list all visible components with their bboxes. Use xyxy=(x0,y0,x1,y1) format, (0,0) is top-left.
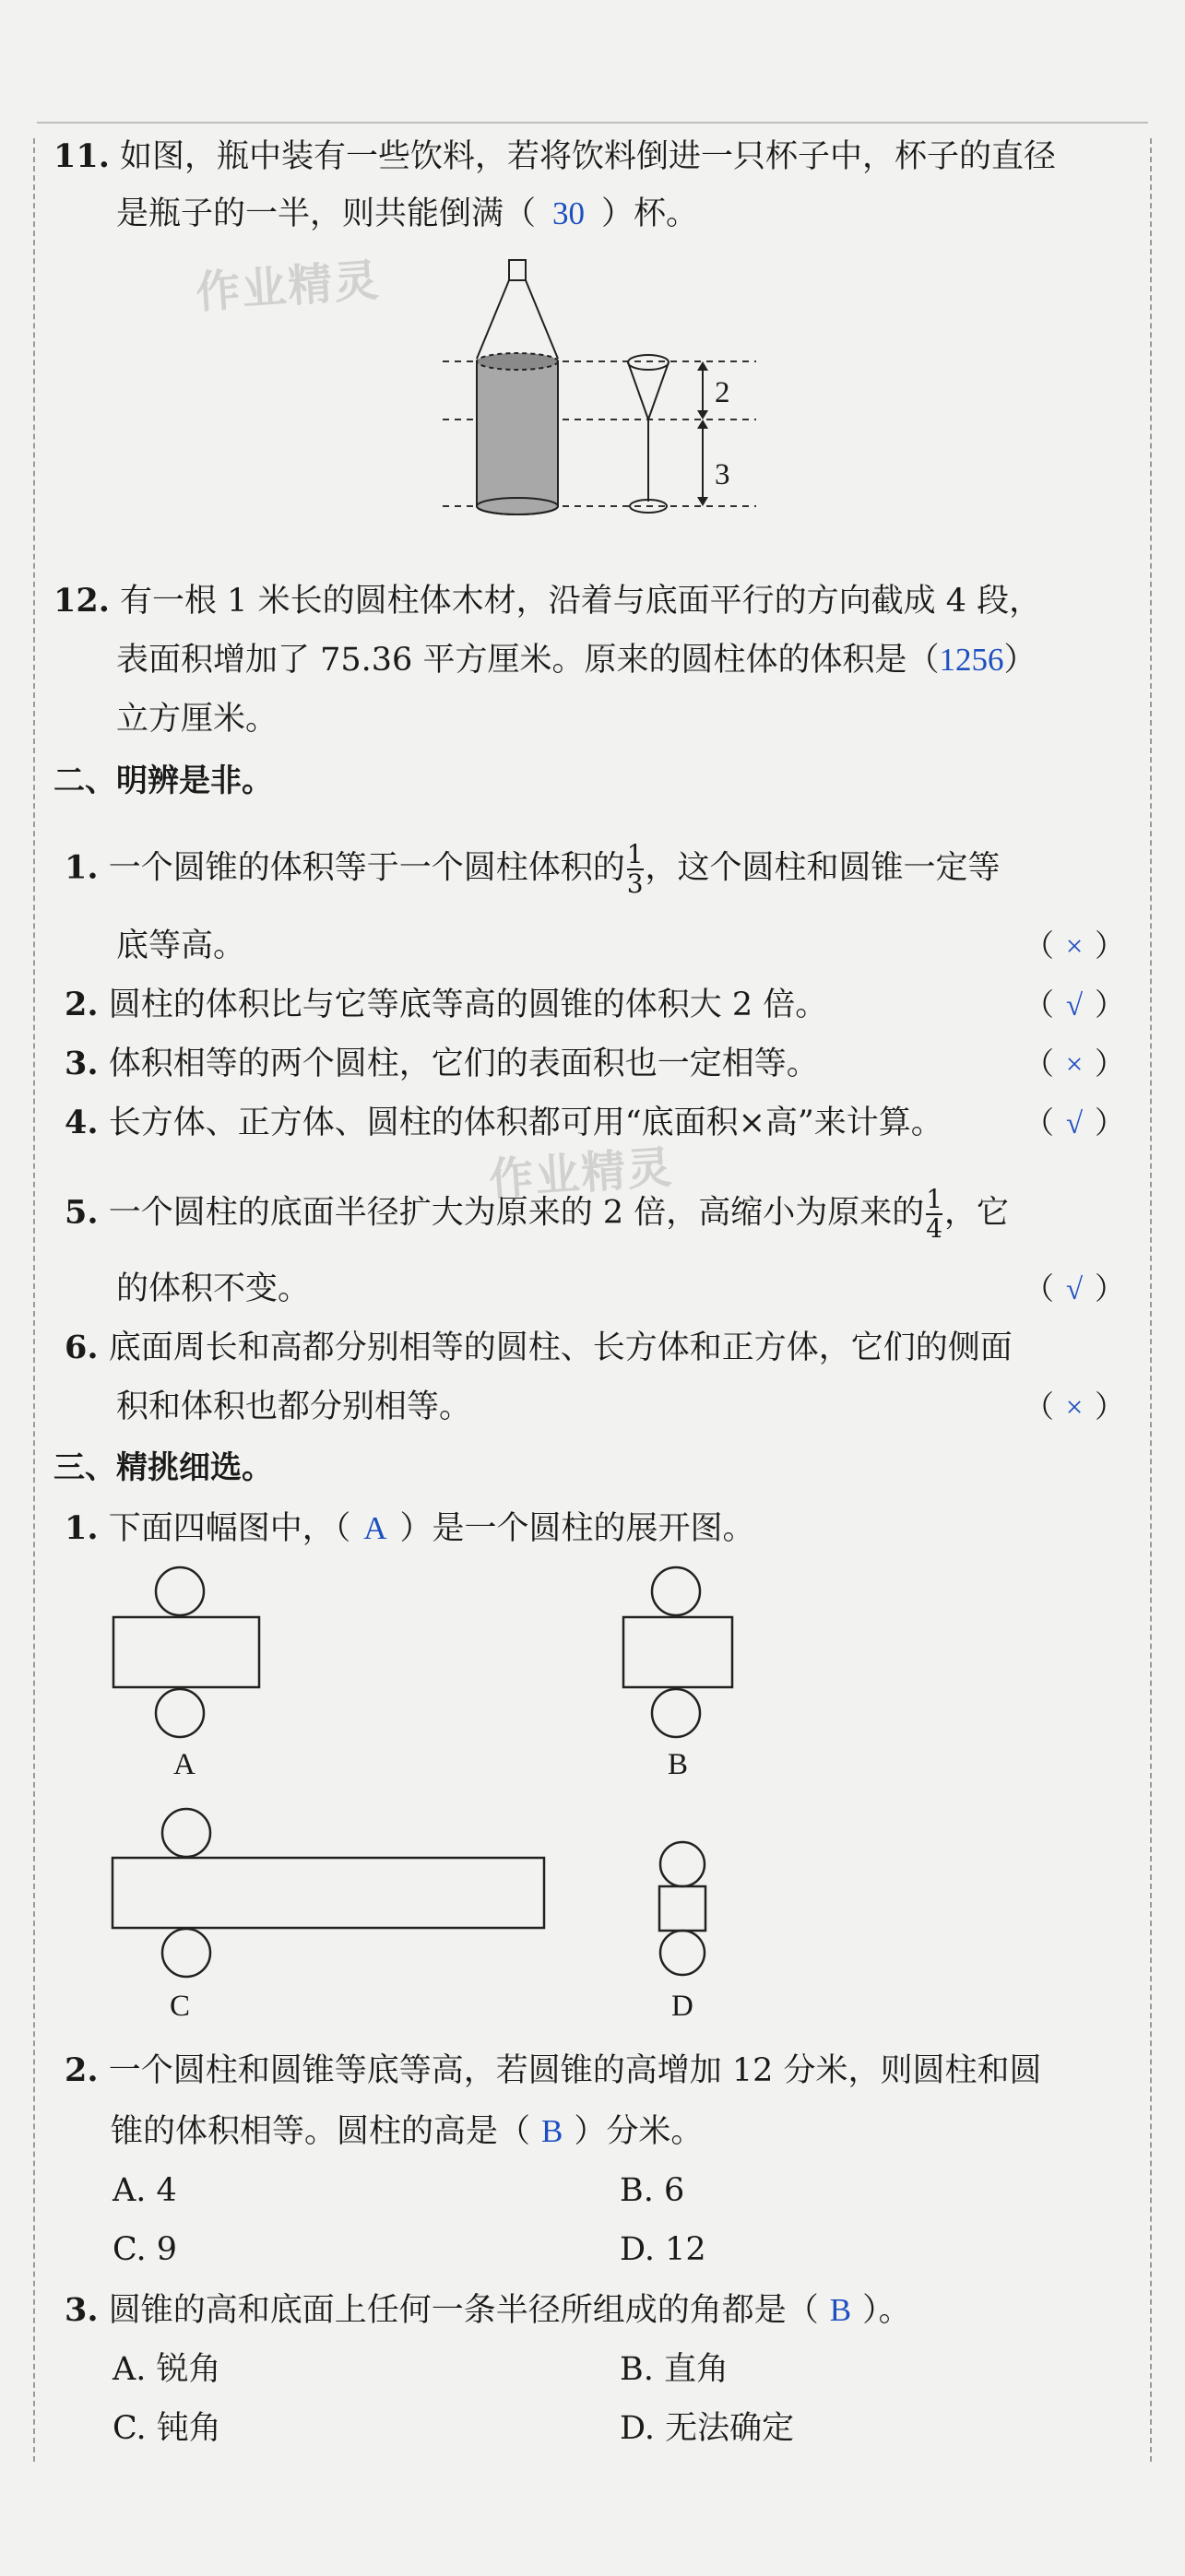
q12-line1: 12. 有一根 1 米长的圆柱体木材，沿着与底面平行的方向截成 4 段， xyxy=(53,582,1042,620)
s3-q3-option-b: B. 直角 xyxy=(620,2351,729,2388)
s2-item6-line2: 积和体积也都分别相等。 xyxy=(116,1388,472,1425)
fraction-one-quarter: $\frac{1}{4}$ xyxy=(926,1184,943,1244)
net-d xyxy=(659,1842,705,1975)
left-margin-rule xyxy=(33,138,35,2462)
net-a xyxy=(113,1567,259,1737)
s2-item5-line2: 的体积不变。 xyxy=(116,1270,311,1307)
q12-number: 12. xyxy=(53,582,110,620)
s3-q3-option-c: C. 钝角 xyxy=(113,2410,221,2447)
s3-q2-answer: B xyxy=(541,2113,563,2149)
s2-item3-mark: （ × ） xyxy=(1024,1044,1125,1085)
s3-q2-option-c: C. 9 xyxy=(113,2231,178,2268)
watermark-1: 作业精灵 xyxy=(194,254,383,319)
q11-line1 xyxy=(53,136,1056,177)
q11-answer: 30 xyxy=(552,195,586,231)
s2-item4-mark: （ √ ） xyxy=(1024,1103,1125,1144)
s3-q2-line2: 锥的体积相等。圆柱的高是（ B ）分米。 xyxy=(111,2113,704,2150)
s2-item1-line2: 底等高。 xyxy=(116,928,246,964)
s3-q3-line: 3. 圆锥的高和底面上任何一条半径所组成的角都是（ B ）。 xyxy=(65,2291,911,2329)
dim-label-bottom: 3 xyxy=(715,458,730,491)
s2-item3-answer: × xyxy=(1065,1048,1084,1081)
s2-item4-answer: √ xyxy=(1065,1107,1084,1140)
s2-item4: 4. 长方体、正方体、圆柱的体积都可用“底面积×高”来计算。 xyxy=(65,1104,943,1141)
s2-item5-mark: （ √ ） xyxy=(1024,1269,1125,1310)
s2-item6-answer: × xyxy=(1065,1391,1084,1424)
section2-title: 二、明辨是非。 xyxy=(53,762,273,799)
net-label-d: D xyxy=(671,1990,693,2023)
s2-item1-mark: （ × ） xyxy=(1024,926,1125,967)
s3-q3-option-d: D. 无法确定 xyxy=(620,2410,795,2447)
s2-item1-answer: × xyxy=(1065,930,1084,963)
net-label-c: C xyxy=(170,1990,191,2023)
top-rule xyxy=(37,122,1148,124)
cylinder-nets-figure xyxy=(0,1558,1185,2056)
s3-q1-line: 1. 下面四幅图中，（ A ）是一个圆柱的展开图。 xyxy=(65,1509,755,1547)
q12-line3: 立方厘米。 xyxy=(116,701,278,738)
s2-item6-line1: 6. 底面周长和高都分别相等的圆柱、长方体和正方体，它们的侧面 xyxy=(65,1329,1013,1366)
s3-q2-option-a: A. 4 xyxy=(113,2172,177,2209)
s3-q2-line1: 2. 一个圆柱和圆锥等底等高，若圆锥的高增加 12 分米，则圆柱和圆 xyxy=(65,2051,1042,2089)
q12-answer: 1256 xyxy=(939,642,1004,678)
net-label-a: A xyxy=(173,1748,196,1781)
q11-line2: 是瓶子的一半，则共能倒满（ 30 ）杯。 xyxy=(116,195,699,232)
section3-title: 三、精挑细选。 xyxy=(53,1449,273,1486)
q12-line2: 表面积增加了 75.36 平方厘米。原来的圆柱体的体积是（1256） xyxy=(116,642,1037,679)
s2-item6-mark: （ × ） xyxy=(1024,1387,1125,1428)
watermark-2: 作业精灵 xyxy=(487,1141,676,1206)
s2-item2-answer: √ xyxy=(1065,989,1084,1022)
fraction-one-third: $\frac{1}{3}$ xyxy=(626,839,644,899)
q11-number: 11. xyxy=(53,137,110,175)
net-b xyxy=(623,1567,732,1737)
net-c xyxy=(113,1809,544,1977)
s2-item2: 2. 圆柱的体积比与它等底等高的圆锥的体积大 2 倍。 xyxy=(65,986,828,1023)
net-label-b: B xyxy=(668,1748,689,1781)
s2-item2-mark: （ √ ） xyxy=(1024,985,1125,1026)
q11-text-1: 如图，瓶中装有一些饮料，若将饮料倒进一只杯子中，杯子的直径 xyxy=(120,138,1057,175)
s3-q2-option-b: B. 6 xyxy=(620,2172,685,2209)
s3-q3-answer: B xyxy=(829,2292,852,2328)
s3-q2-option-d: D. 12 xyxy=(620,2231,706,2268)
s3-q3-option-a: A. 锐角 xyxy=(113,2351,221,2388)
right-margin-rule xyxy=(1150,138,1152,2462)
s3-q1-answer: A xyxy=(363,1510,387,1546)
s2-item1-line1: 1. 一个圆锥的体积等于一个圆柱体积的 $\frac{1}{3}$ ，这个圆柱和圆锥一定等 xyxy=(65,839,1001,899)
s2-item5-answer: √ xyxy=(1065,1273,1084,1306)
s2-item5-line1: 5. 一个圆柱的底面半径扩大为原来的 2 倍，高缩小为原来的 $\frac{1}{4}$ ，它 xyxy=(65,1184,1010,1244)
s2-item3: 3. 体积相等的两个圆柱，它们的表面积也一定相等。 xyxy=(65,1045,819,1082)
dim-label-top: 2 xyxy=(715,376,730,409)
